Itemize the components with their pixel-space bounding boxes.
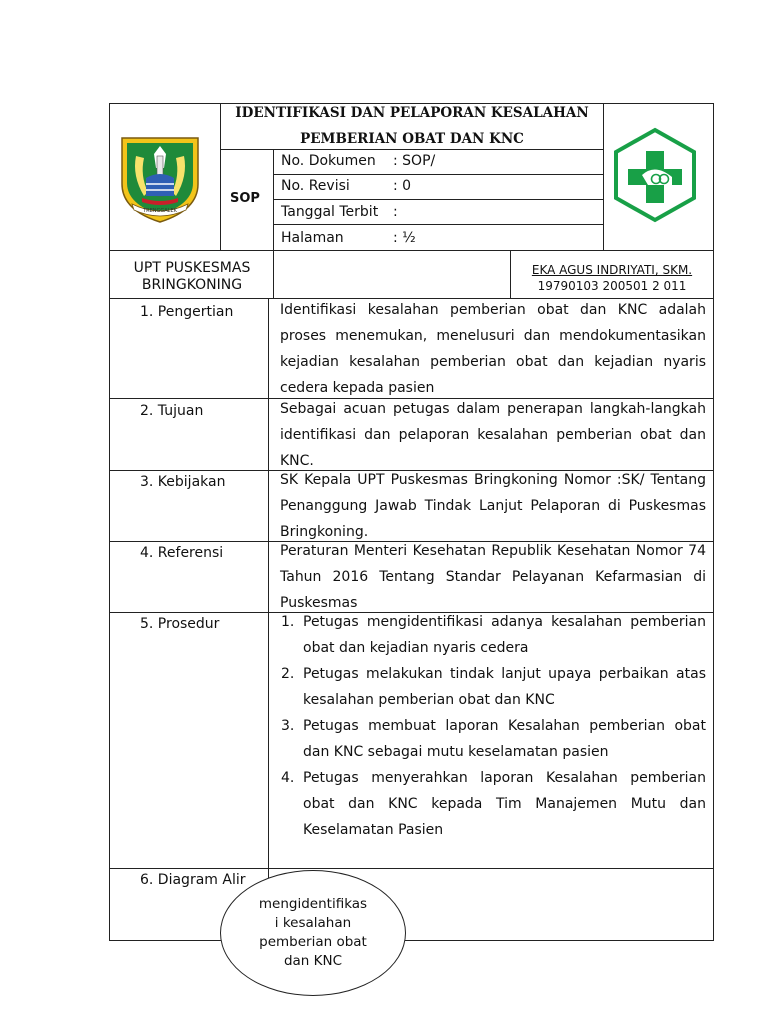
procedure-step-2 (273, 661, 706, 713)
procedure-step-1-text: Petugas mengidentifikasi adanya kesalahan pemberian obat dan kejadian nyaris cedera (303, 614, 706, 656)
signatory-nip: 19790103 200501 2 011 (537, 279, 687, 293)
meta-doc-number-value: : SOP/ (393, 153, 436, 169)
org-name-line-2: BRINGKONING (141, 277, 243, 293)
section-text-tujuan: Sebagai acuan petugas dalam penerapan langkah-langkah identifikasi dan pelaporan kesalahan pemberian obat dan KNC. (280, 401, 706, 469)
meta-issue-date-value: : (393, 204, 398, 220)
document-title (221, 100, 603, 152)
meta-revision-label: No. Revisi (281, 178, 350, 194)
puskesmas-health-logo (612, 127, 698, 223)
section-label-prosedur: 5. Prosedur (140, 616, 220, 632)
org-name (112, 260, 272, 294)
signatory-name: EKA AGUS INDRIYATI, SKM. (531, 263, 693, 277)
procedure-step-4 (273, 765, 706, 843)
procedure-step-4-text: Petugas menyerahkan laporan Kesalahan pemberian obat dan KNC kepada Tim Manajemen Mutu dan Keselamatan Pasien (303, 770, 706, 838)
procedure-step-3-number: 3. (281, 718, 295, 734)
procedure-step-3-text: Petugas membuat laporan Kesalahan pemberian obat dan KNC sebagai mutu keselamatan pasien (303, 718, 706, 760)
flowchart-node-line-3: pemberian obat (259, 934, 367, 950)
meta-page-value: : ½ (393, 230, 416, 246)
svg-text:TRENGGALEK: TRENGGALEK (143, 208, 177, 214)
section-label-kebijakan: 3. Kebijakan (140, 474, 226, 490)
flowchart-node-line-4: dan KNC (283, 953, 343, 969)
document-title-line-2: PEMBERIAN OBAT DAN KNC (300, 131, 524, 147)
procedure-step-3 (273, 713, 706, 765)
section-text-pengertian: Identifikasi kesalahan pemberian obat dan KNC adalah proses menemukan, menelusuri dan mendokumentasikan kejadian kesalahan pemberian obat dan kejadian nyaris cedera kepada pasien (280, 302, 706, 396)
org-name-line-1: UPT PUSKESMAS (133, 260, 251, 276)
flowchart-node-line-2: i kesalahan (274, 915, 352, 931)
document-title-line-1: IDENTIFIKASI DAN PELAPORAN KESALAHAN (235, 105, 589, 121)
section-label-pengertian: 1. Pengertian (140, 304, 234, 320)
meta-doc-number-label: No. Dokumen (281, 153, 376, 169)
flowchart-node-identify (220, 870, 406, 996)
flowchart-node-line-1: mengidentifikas (258, 896, 368, 912)
section-text-kebijakan: SK Kepala UPT Puskesmas Bringkoning Nomor :SK/ Tentang Penanggung Jawab Tindak Lanjut Pelaporan di Puskesmas Bringkoning. (280, 472, 706, 540)
procedure-step-2-text: Petugas melakukan tindak lanjut upaya perbaikan atas kesalahan pemberian obat dan KNC (303, 666, 706, 708)
meta-issue-date-label: Tanggal Terbit (281, 204, 379, 220)
procedure-step-2-number: 2. (281, 666, 295, 682)
section-text-referensi: Peraturan Menteri Kesehatan Republik Kesehatan Nomor 74 Tahun 2016 Tentang Standar Pelayanan Kefarmasian di Puskesmas (280, 543, 706, 611)
meta-revision-value: : 0 (393, 178, 412, 194)
procedure-step-4-number: 4. (281, 770, 295, 786)
section-label-diagram-alir: 6. Diagram Alir (140, 872, 246, 888)
procedure-step-1 (273, 609, 706, 661)
section-label-tujuan: 2. Tujuan (140, 403, 204, 419)
signatory-block (511, 262, 713, 294)
sop-label: SOP (230, 191, 260, 206)
procedure-step-1-number: 1. (281, 614, 295, 630)
regional-coat-of-arms-logo (114, 132, 206, 224)
meta-page-label: Halaman (281, 230, 344, 246)
section-label-referensi: 4. Referensi (140, 545, 224, 561)
procedure-list (273, 609, 706, 843)
